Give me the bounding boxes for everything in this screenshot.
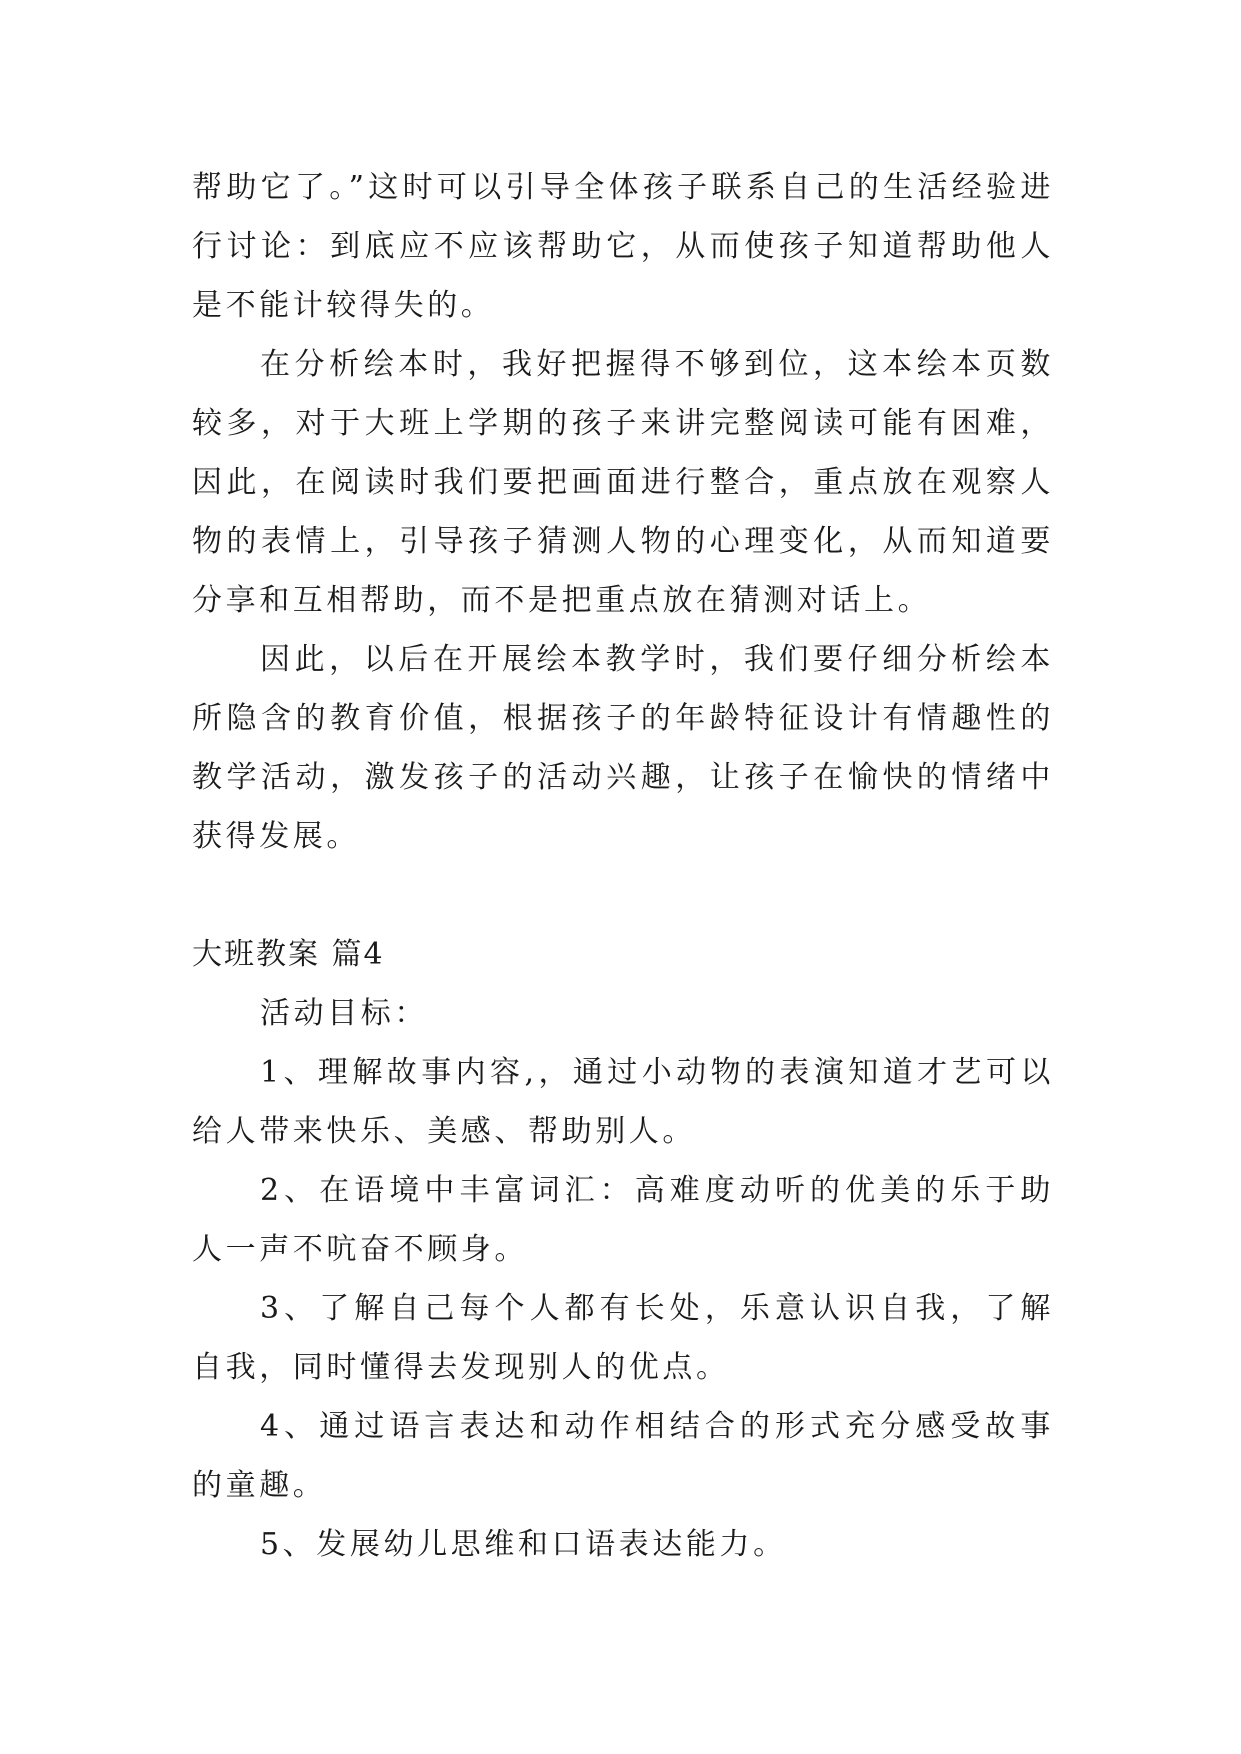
goal-item-2: 2、在语境中丰富词汇：高难度动听的优美的乐于助人一声不吭奋不顾身。 [192, 1173, 1054, 1267]
goal-item-5: 5、发展幼儿思维和口语表达能力。 [260, 1527, 787, 1562]
section-spacer [192, 866, 1054, 925]
paragraph-conclusion: 因此，以后在开展绘本教学时，我们要仔细分析绘本所隐含的教育价值，根据孩子的年龄特征设计有情趣性的教学活动，激发孩子的活动兴趣，让孩子在愉快的情绪中获得发展。 [192, 642, 1054, 854]
goal-item-3: 3、了解自己每个人都有长处，乐意认识自我，了解自我，同时懂得去发现别人的优点。 [192, 1291, 1054, 1385]
paragraph-continuation: 帮助它了。”这时可以引导全体孩子联系自己的生活经验进行讨论：到底应不应该帮助它，从而使孩子知道帮助他人是不能计较得失的。 [192, 170, 1054, 323]
goals-label: 活动目标： [260, 996, 428, 1031]
goal-item-4: 4、通过语言表达和动作相结合的形式充分感受故事的童趣。 [192, 1409, 1054, 1503]
section-heading: 大班教案 篇4 [192, 937, 385, 972]
document-page [192, 158, 1054, 1574]
goal-item-1: 1、理解故事内容,，通过小动物的表演知道才艺可以给人带来快乐、美感、帮助别人。 [192, 1055, 1054, 1149]
paragraph-analysis: 在分析绘本时，我好把握得不够到位，这本绘本页数较多，对于大班上学期的孩子来讲完整阅读可能有困难，因此，在阅读时我们要把画面进行整合，重点放在观察人物的表情上，引导孩子猜测人物的心理变化，从而知道要分享和互相帮助，而不是把重点放在猜测对话上。 [192, 347, 1054, 618]
